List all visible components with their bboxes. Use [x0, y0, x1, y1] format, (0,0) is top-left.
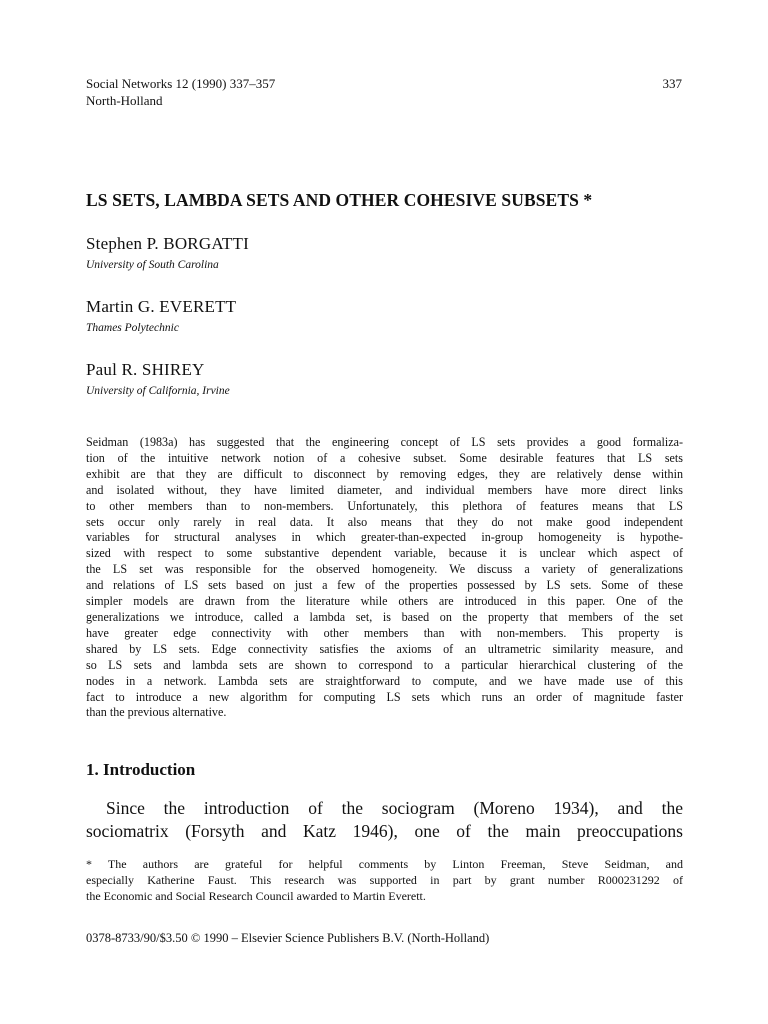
body-line: Since the introduction of the sociogram (Moreno 1934), and the: [106, 798, 683, 818]
abstract-line: shared by LS sets. Edge connectivity satisfies the axioms of an ultrametric similarity measure, and: [86, 641, 683, 656]
body-text: [86, 797, 683, 843]
abstract-line: Seidman (1983a) has suggested that the engineering concept of LS sets provides a good formaliza-: [86, 435, 683, 449]
publisher: North-Holland: [86, 93, 163, 108]
abstract-line: exhibit are that they are difficult to disconnect by removing edges, they are relatively dense within: [86, 466, 683, 481]
author-name: Stephen P. BORGATTI: [86, 234, 249, 253]
author-affiliation: University of South Carolina: [86, 259, 219, 271]
abstract: [86, 435, 683, 721]
abstract-line: the LS set was responsible for the observed homogeneity. We discuss a variety of generalizations: [86, 562, 683, 577]
section-heading: 1. Introduction: [86, 760, 196, 779]
abstract-line: simpler models are drawn from the literature while others are introduced in this paper. One of the: [86, 594, 683, 609]
abstract-line: and isolated without, they have limited diameter, and individual members have more direct links: [86, 482, 683, 497]
abstract-line: nodes in a network. Lambda sets are straightforward to compute, and we have made use of this: [86, 673, 683, 688]
abstract-line: sized with respect to some substantive dependent variable, because it is unclear which aspect of: [86, 546, 683, 561]
abstract-line: fact to introduce a new algorithm for computing LS sets which runs an order of magnitude faster: [86, 689, 683, 704]
author-affiliation: Thames Polytechnic: [86, 322, 179, 334]
running-header: [86, 75, 682, 109]
footnote-line: the Economic and Social Research Council awarded to Martin Everett.: [86, 889, 426, 903]
abstract-line: tion of the intuitive network notion of a cohesive subset. Some desirable features that LS sets: [86, 450, 683, 465]
abstract-line: have greater edge connectivity with other members than with non-members. This property is: [86, 625, 683, 640]
abstract-line: sets occur only rarely in real data. It also means that they do not make good independent: [86, 514, 683, 529]
journal-citation: Social Networks 12 (1990) 337–357: [86, 76, 276, 91]
abstract-line: and relations of LS sets based on just a few of the properties possessed by LS sets. Some of these: [86, 578, 683, 593]
abstract-line: generalizations we introduce, called a lambda set, is based on the property that members of the set: [86, 609, 683, 624]
body-line: sociomatrix (Forsyth and Katz 1946), one of the main preoccupations: [86, 821, 683, 841]
copyright-notice: 0378-8733/90/$3.50 © 1990 – Elsevier Science Publishers B.V. (North-Holland): [86, 931, 490, 945]
author-affiliation: University of California, Irvine: [86, 385, 230, 397]
footnote-line: * The authors are grateful for helpful comments by Linton Freeman, Steve Seidman, and: [86, 857, 683, 871]
paper-title: LS SETS, LAMBDA SETS AND OTHER COHESIVE SUBSETS *: [86, 190, 593, 210]
abstract-line: to other members than to non-members. Unfortunately, this plethora of features means that LS: [86, 498, 683, 513]
author-block: [86, 234, 586, 273]
abstract-line: so LS sets and lambda sets are shown to correspond to a particular hierarchical clustering of the: [86, 657, 683, 672]
footnote: [86, 856, 683, 904]
abstract-line: than the previous alternative.: [86, 705, 227, 720]
author-block: [86, 297, 586, 336]
author-name: Martin G. EVERETT: [86, 297, 237, 316]
author-block: [86, 360, 586, 399]
author-name: Paul R. SHIREY: [86, 360, 205, 379]
abstract-line: variables for structural analyses in which greater-than-expected in-group homogeneity is hypothe-: [86, 530, 683, 545]
footnote-line: especially Katherine Faust. This research was supported in part by grant number R000231292 of: [86, 873, 683, 887]
page-number: 337: [662, 76, 682, 91]
